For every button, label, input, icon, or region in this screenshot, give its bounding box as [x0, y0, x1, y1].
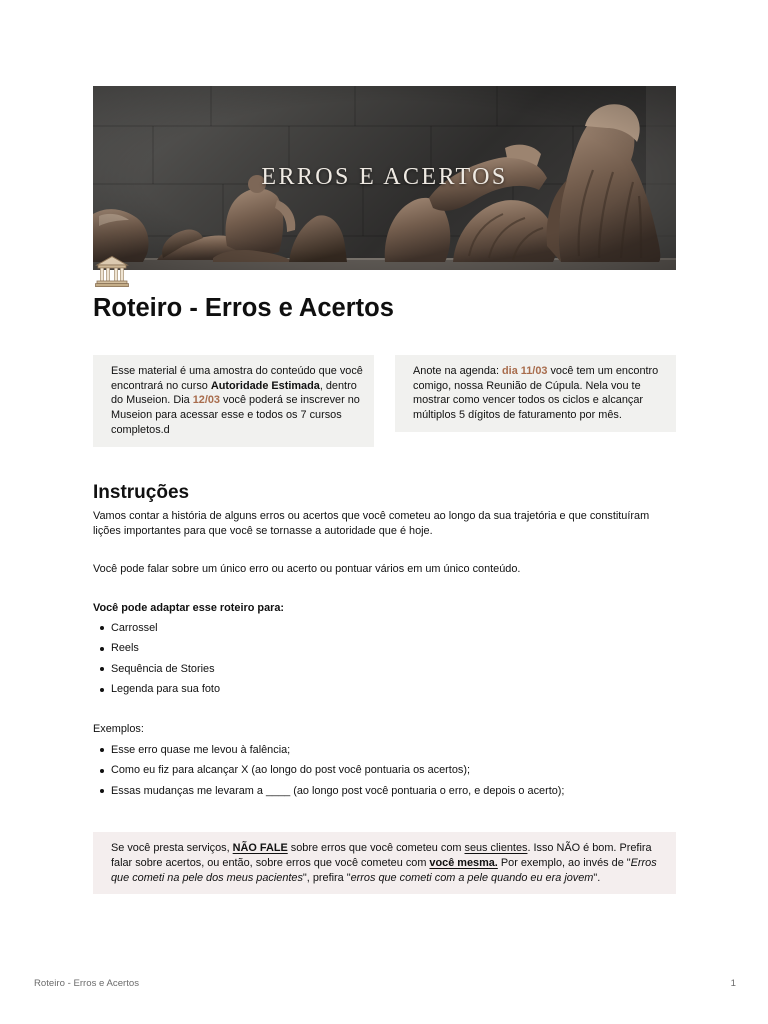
list-item-text: Sequência de Stories: [111, 662, 215, 675]
callout-line: [111, 871, 666, 886]
bullet: [100, 769, 104, 773]
callout-line: [111, 379, 366, 394]
callout-text: comigo, nossa Reunião de Cúpula. Nela vou te: [413, 379, 641, 392]
callout-text: Esse material é uma amostra do conteúdo que você: [111, 365, 363, 377]
callout-line: [413, 379, 668, 394]
enrollment-date: 12/03: [192, 394, 220, 407]
bullet: [100, 789, 104, 793]
footer-document-title: Roteiro - Erros e Acertos: [34, 978, 140, 989]
intro-paragraph: [93, 509, 649, 539]
course-name: Autoridade Estimada: [210, 379, 320, 392]
callout-line: [111, 393, 366, 408]
callout-line: [111, 841, 666, 856]
list-item-text: Legenda para sua foto: [111, 683, 220, 696]
list-item: [93, 659, 220, 680]
callout-text: completos.d: [111, 423, 170, 436]
callout-text: . Isso NÃO é bom. Prefira: [527, 841, 652, 854]
callout-text: você poderá se inscrever no: [220, 394, 360, 407]
list-item: [93, 781, 564, 802]
callout-text: ", prefira ": [302, 871, 351, 884]
paragraph-line: Vamos contar a história de alguns erros ou acertos que você cometeu ao longo da sua trajetória e que constituíram: [93, 509, 650, 522]
callout-text: Se você presta serviços,: [111, 841, 233, 854]
callout-text: você tem um encontro: [547, 365, 659, 377]
meeting-date: dia 11/03: [502, 365, 548, 377]
callout-text: Por exemplo, ao invés de ": [497, 856, 631, 869]
list-item-text: Reels: [111, 642, 139, 655]
examples-label: Exemplos:: [93, 722, 144, 735]
good-example-quote: erros que cometi com a pele quando eu era jovem: [350, 871, 594, 884]
list-item: [93, 638, 220, 659]
paragraph-line: lições importantes para que você se tornasse a autoridade que é hoje.: [93, 524, 433, 537]
callout-line: [111, 423, 366, 438]
cover-title: ERROS E ACERTOS: [261, 164, 508, 190]
yourself-emphasis: você mesma.: [429, 856, 498, 869]
cover-image: [93, 86, 676, 270]
agenda-callout: [395, 355, 676, 432]
callout-text: do Museion. Dia: [111, 394, 193, 407]
callout-text: Anote na agenda:: [413, 365, 503, 377]
clients-emphasis: seus clientes: [464, 841, 528, 854]
callout-line: [413, 408, 668, 423]
bad-example-quote: Erros: [630, 856, 657, 869]
warning-callout: [93, 832, 676, 894]
callout-text: múltiplos 5 dígitos de faturamento por mês.: [413, 409, 622, 422]
list-item-text: Esse erro quase me levou à falência;: [111, 743, 291, 756]
list-item: [93, 740, 564, 761]
bad-example-quote: que cometi na pele dos meus pacientes: [111, 871, 303, 884]
formats-list: [93, 618, 220, 700]
list-item-text: Carrossel: [111, 621, 158, 634]
course-callout: [93, 355, 374, 447]
callout-line: [111, 408, 366, 423]
callout-text: ".: [593, 871, 601, 884]
do-not-talk-emphasis: NÃO FALE: [232, 841, 288, 854]
callout-text: encontrará no curso: [111, 379, 211, 392]
examples-list: [93, 740, 564, 802]
bullet: [100, 748, 104, 752]
list-item-text: Essas mudanças me levaram a ____ (ao longo post você pontuaria o erro, e depois o acerto);: [111, 784, 565, 797]
single-or-many-paragraph: Você pode falar sobre um único erro ou acerto ou pontuar vários em um único conteúdo.: [93, 562, 521, 575]
list-item: [93, 760, 564, 781]
bullet: [100, 647, 104, 651]
bullet: [100, 688, 104, 692]
bullet: [100, 667, 104, 671]
classical-building-icon: [94, 253, 130, 289]
formats-label: Você pode adaptar esse roteiro para:: [93, 601, 285, 614]
callout-text: falar sobre acertos, ou então, sobre erros que você cometeu com: [111, 856, 430, 869]
callout-line: [111, 364, 366, 379]
callout-text: mostrar como vencer todos os ciclos e alcançar: [413, 394, 644, 407]
page-title: Roteiro - Erros e Acertos: [93, 294, 394, 322]
bullet: [100, 626, 104, 630]
callout-line: [413, 393, 668, 408]
list-item: [93, 679, 220, 700]
callout-text: sobre erros que você cometeu com: [287, 841, 465, 854]
callout-line: [413, 364, 668, 379]
callout-text: Museion para acessar esse e todos os 7 cursos: [111, 409, 342, 422]
list-item-text: Como eu fiz para alcançar X (ao longo do post você pontuaria os acertos);: [111, 764, 470, 777]
callout-line: [111, 856, 666, 871]
list-item: [93, 618, 220, 639]
footer-page-number: 1: [730, 978, 736, 989]
callout-text: , dentro: [319, 379, 357, 392]
section-heading-instructions: Instruções: [93, 482, 190, 503]
